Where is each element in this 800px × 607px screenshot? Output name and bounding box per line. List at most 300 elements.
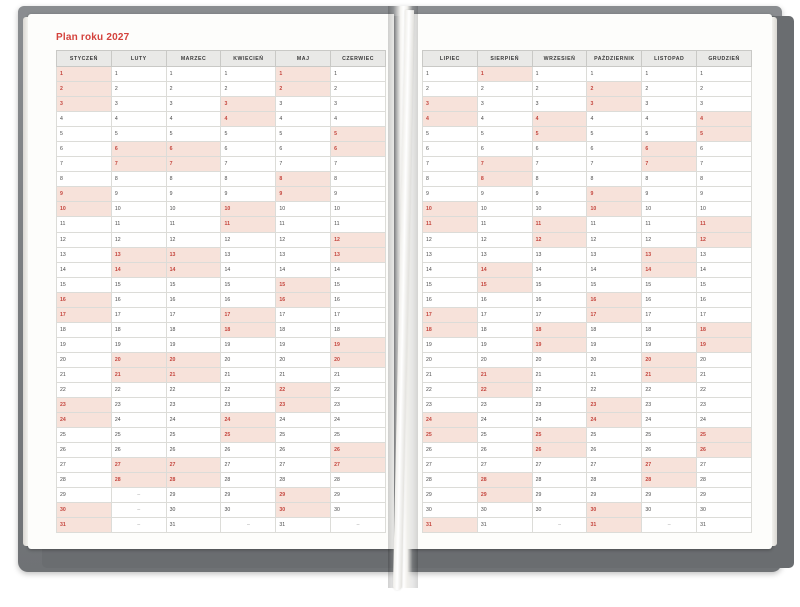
day-cell[interactable]: 3 [697, 97, 752, 112]
day-cell[interactable]: 12 [276, 232, 331, 247]
day-cell[interactable]: 26 [221, 443, 276, 458]
day-cell[interactable]: 9 [477, 187, 532, 202]
day-cell[interactable]: 15 [331, 277, 386, 292]
day-cell[interactable]: 22 [111, 382, 166, 397]
day-cell[interactable]: 17 [111, 307, 166, 322]
day-cell[interactable]: 22 [276, 382, 331, 397]
day-cell[interactable]: 9 [57, 187, 112, 202]
day-cell[interactable]: 23 [276, 398, 331, 413]
day-cell[interactable]: 2 [642, 82, 697, 97]
day-cell[interactable]: 12 [532, 232, 587, 247]
day-cell[interactable]: 1 [331, 67, 386, 82]
day-cell[interactable]: 27 [221, 458, 276, 473]
day-cell[interactable]: 10 [276, 202, 331, 217]
day-cell[interactable]: 24 [423, 413, 478, 428]
day-cell[interactable]: 7 [111, 157, 166, 172]
day-cell[interactable]: 27 [57, 458, 112, 473]
day-cell[interactable]: 26 [276, 443, 331, 458]
day-cell[interactable]: 14 [423, 262, 478, 277]
day-cell[interactable]: 7 [642, 157, 697, 172]
day-cell[interactable]: 7 [697, 157, 752, 172]
day-cell[interactable]: 30 [331, 503, 386, 518]
day-cell[interactable]: 13 [331, 247, 386, 262]
day-cell[interactable]: 22 [331, 382, 386, 397]
day-cell[interactable]: 28 [166, 473, 221, 488]
day-cell[interactable]: 19 [423, 337, 478, 352]
day-cell[interactable]: 28 [221, 473, 276, 488]
day-cell[interactable]: 25 [166, 428, 221, 443]
day-cell[interactable]: 30 [221, 503, 276, 518]
day-cell[interactable]: 18 [532, 322, 587, 337]
day-cell[interactable]: 18 [642, 322, 697, 337]
day-cell[interactable]: – [111, 518, 166, 533]
day-cell[interactable]: 1 [477, 67, 532, 82]
day-cell[interactable]: 24 [587, 413, 642, 428]
day-cell[interactable]: 30 [423, 503, 478, 518]
day-cell[interactable]: 17 [276, 307, 331, 322]
day-cell[interactable]: 20 [642, 352, 697, 367]
day-cell[interactable]: 20 [587, 352, 642, 367]
day-cell[interactable]: 29 [587, 488, 642, 503]
day-cell[interactable]: 5 [57, 127, 112, 142]
day-cell[interactable]: 10 [57, 202, 112, 217]
day-cell[interactable]: 10 [221, 202, 276, 217]
day-cell[interactable]: 12 [331, 232, 386, 247]
day-cell[interactable]: 12 [642, 232, 697, 247]
day-cell[interactable]: 16 [276, 292, 331, 307]
day-cell[interactable]: 17 [642, 307, 697, 322]
day-cell[interactable]: 3 [532, 97, 587, 112]
day-cell[interactable]: 18 [477, 322, 532, 337]
day-cell[interactable]: 22 [166, 382, 221, 397]
day-cell[interactable]: 2 [697, 82, 752, 97]
day-cell[interactable]: 18 [276, 322, 331, 337]
day-cell[interactable]: 8 [642, 172, 697, 187]
day-cell[interactable]: 15 [276, 277, 331, 292]
day-cell[interactable]: 27 [423, 458, 478, 473]
day-cell[interactable]: 25 [111, 428, 166, 443]
day-cell[interactable]: 27 [642, 458, 697, 473]
day-cell[interactable]: 23 [423, 398, 478, 413]
day-cell[interactable]: 6 [221, 142, 276, 157]
day-cell[interactable]: 28 [477, 473, 532, 488]
day-cell[interactable]: 4 [697, 112, 752, 127]
day-cell[interactable]: 25 [276, 428, 331, 443]
day-cell[interactable]: 27 [276, 458, 331, 473]
day-cell[interactable]: 10 [697, 202, 752, 217]
day-cell[interactable]: 9 [587, 187, 642, 202]
day-cell[interactable]: 13 [477, 247, 532, 262]
day-cell[interactable]: 7 [423, 157, 478, 172]
day-cell[interactable]: 24 [57, 413, 112, 428]
day-cell[interactable]: 14 [166, 262, 221, 277]
day-cell[interactable]: 29 [221, 488, 276, 503]
day-cell[interactable]: 15 [221, 277, 276, 292]
day-cell[interactable]: 4 [57, 112, 112, 127]
day-cell[interactable]: 5 [276, 127, 331, 142]
day-cell[interactable]: 25 [57, 428, 112, 443]
day-cell[interactable]: 20 [697, 352, 752, 367]
day-cell[interactable]: 6 [331, 142, 386, 157]
day-cell[interactable]: 23 [697, 398, 752, 413]
day-cell[interactable]: 1 [587, 67, 642, 82]
day-cell[interactable]: 21 [532, 367, 587, 382]
day-cell[interactable]: 2 [587, 82, 642, 97]
day-cell[interactable]: 14 [587, 262, 642, 277]
day-cell[interactable]: 16 [697, 292, 752, 307]
day-cell[interactable]: 11 [477, 217, 532, 232]
day-cell[interactable]: 20 [423, 352, 478, 367]
day-cell[interactable]: 29 [276, 488, 331, 503]
day-cell[interactable]: 24 [331, 413, 386, 428]
day-cell[interactable]: 21 [221, 367, 276, 382]
day-cell[interactable]: 14 [477, 262, 532, 277]
day-cell[interactable]: 16 [532, 292, 587, 307]
day-cell[interactable]: 26 [697, 443, 752, 458]
day-cell[interactable]: 2 [111, 82, 166, 97]
day-cell[interactable]: 7 [221, 157, 276, 172]
day-cell[interactable]: 23 [57, 398, 112, 413]
day-cell[interactable]: 27 [111, 458, 166, 473]
day-cell[interactable]: 24 [642, 413, 697, 428]
day-cell[interactable]: 5 [331, 127, 386, 142]
day-cell[interactable]: 5 [697, 127, 752, 142]
day-cell[interactable]: 4 [532, 112, 587, 127]
day-cell[interactable]: 26 [57, 443, 112, 458]
day-cell[interactable]: 21 [477, 367, 532, 382]
day-cell[interactable]: 18 [57, 322, 112, 337]
day-cell[interactable]: 11 [276, 217, 331, 232]
day-cell[interactable]: – [532, 518, 587, 533]
day-cell[interactable]: 3 [57, 97, 112, 112]
day-cell[interactable]: 11 [111, 217, 166, 232]
day-cell[interactable]: 9 [276, 187, 331, 202]
day-cell[interactable]: 16 [166, 292, 221, 307]
day-cell[interactable]: 24 [276, 413, 331, 428]
day-cell[interactable]: 12 [57, 232, 112, 247]
day-cell[interactable]: 16 [331, 292, 386, 307]
day-cell[interactable]: 24 [532, 413, 587, 428]
day-cell[interactable]: 31 [697, 518, 752, 533]
day-cell[interactable]: 9 [697, 187, 752, 202]
day-cell[interactable]: 22 [423, 382, 478, 397]
day-cell[interactable]: 1 [111, 67, 166, 82]
day-cell[interactable]: 31 [276, 518, 331, 533]
day-cell[interactable]: 9 [423, 187, 478, 202]
day-cell[interactable]: 9 [642, 187, 697, 202]
day-cell[interactable]: 11 [423, 217, 478, 232]
day-cell[interactable]: 25 [587, 428, 642, 443]
day-cell[interactable]: 20 [57, 352, 112, 367]
day-cell[interactable]: 13 [57, 247, 112, 262]
day-cell[interactable]: 31 [423, 518, 478, 533]
day-cell[interactable]: 6 [423, 142, 478, 157]
day-cell[interactable]: 19 [477, 337, 532, 352]
day-cell[interactable]: 1 [642, 67, 697, 82]
day-cell[interactable]: – [221, 518, 276, 533]
day-cell[interactable]: 10 [331, 202, 386, 217]
day-cell[interactable]: 28 [587, 473, 642, 488]
day-cell[interactable]: 23 [331, 398, 386, 413]
day-cell[interactable]: 30 [166, 503, 221, 518]
day-cell[interactable]: 3 [642, 97, 697, 112]
day-cell[interactable]: 4 [642, 112, 697, 127]
day-cell[interactable]: 20 [331, 352, 386, 367]
day-cell[interactable]: 26 [532, 443, 587, 458]
day-cell[interactable]: 19 [111, 337, 166, 352]
day-cell[interactable]: 14 [221, 262, 276, 277]
day-cell[interactable]: 27 [532, 458, 587, 473]
day-cell[interactable]: 14 [57, 262, 112, 277]
day-cell[interactable]: 2 [57, 82, 112, 97]
day-cell[interactable]: 8 [111, 172, 166, 187]
day-cell[interactable]: 14 [331, 262, 386, 277]
day-cell[interactable]: 12 [477, 232, 532, 247]
day-cell[interactable]: 16 [642, 292, 697, 307]
day-cell[interactable]: 16 [111, 292, 166, 307]
day-cell[interactable]: 27 [166, 458, 221, 473]
day-cell[interactable]: 8 [276, 172, 331, 187]
day-cell[interactable]: 15 [532, 277, 587, 292]
day-cell[interactable]: 9 [221, 187, 276, 202]
day-cell[interactable]: 13 [642, 247, 697, 262]
day-cell[interactable]: 31 [57, 518, 112, 533]
day-cell[interactable]: 18 [221, 322, 276, 337]
day-cell[interactable]: – [331, 518, 386, 533]
day-cell[interactable]: 2 [221, 82, 276, 97]
day-cell[interactable]: 21 [111, 367, 166, 382]
day-cell[interactable]: 15 [697, 277, 752, 292]
day-cell[interactable]: 27 [587, 458, 642, 473]
day-cell[interactable]: 25 [477, 428, 532, 443]
day-cell[interactable]: 6 [642, 142, 697, 157]
day-cell[interactable]: 20 [532, 352, 587, 367]
day-cell[interactable]: 30 [697, 503, 752, 518]
day-cell[interactable]: 10 [111, 202, 166, 217]
day-cell[interactable]: 26 [642, 443, 697, 458]
day-cell[interactable]: 8 [331, 172, 386, 187]
day-cell[interactable]: 7 [587, 157, 642, 172]
day-cell[interactable]: 8 [57, 172, 112, 187]
day-cell[interactable]: 23 [166, 398, 221, 413]
day-cell[interactable]: 19 [276, 337, 331, 352]
day-cell[interactable]: 16 [477, 292, 532, 307]
day-cell[interactable]: 18 [331, 322, 386, 337]
day-cell[interactable]: 1 [57, 67, 112, 82]
day-cell[interactable]: 20 [221, 352, 276, 367]
day-cell[interactable]: 8 [221, 172, 276, 187]
day-cell[interactable]: 19 [697, 337, 752, 352]
day-cell[interactable]: 19 [57, 337, 112, 352]
day-cell[interactable]: – [111, 503, 166, 518]
day-cell[interactable]: 10 [532, 202, 587, 217]
day-cell[interactable]: 7 [532, 157, 587, 172]
day-cell[interactable]: 20 [166, 352, 221, 367]
day-cell[interactable]: 16 [221, 292, 276, 307]
day-cell[interactable]: 6 [477, 142, 532, 157]
day-cell[interactable]: 19 [331, 337, 386, 352]
day-cell[interactable]: 26 [331, 443, 386, 458]
day-cell[interactable]: 2 [423, 82, 478, 97]
day-cell[interactable]: 4 [477, 112, 532, 127]
day-cell[interactable]: 3 [166, 97, 221, 112]
day-cell[interactable]: 22 [697, 382, 752, 397]
day-cell[interactable]: 6 [276, 142, 331, 157]
day-cell[interactable]: 17 [532, 307, 587, 322]
day-cell[interactable]: 25 [221, 428, 276, 443]
day-cell[interactable]: 7 [57, 157, 112, 172]
day-cell[interactable]: 11 [697, 217, 752, 232]
day-cell[interactable]: 21 [166, 367, 221, 382]
day-cell[interactable]: 15 [477, 277, 532, 292]
day-cell[interactable]: 29 [423, 488, 478, 503]
day-cell[interactable]: 6 [166, 142, 221, 157]
day-cell[interactable]: 12 [587, 232, 642, 247]
day-cell[interactable]: 8 [697, 172, 752, 187]
day-cell[interactable]: 13 [221, 247, 276, 262]
day-cell[interactable]: 24 [111, 413, 166, 428]
day-cell[interactable]: 22 [57, 382, 112, 397]
day-cell[interactable]: 18 [111, 322, 166, 337]
day-cell[interactable]: 28 [642, 473, 697, 488]
day-cell[interactable]: 30 [532, 503, 587, 518]
day-cell[interactable]: 13 [423, 247, 478, 262]
day-cell[interactable]: 3 [587, 97, 642, 112]
day-cell[interactable]: 20 [111, 352, 166, 367]
day-cell[interactable]: 8 [477, 172, 532, 187]
day-cell[interactable]: 27 [331, 458, 386, 473]
day-cell[interactable]: 18 [423, 322, 478, 337]
day-cell[interactable]: 15 [642, 277, 697, 292]
day-cell[interactable]: 26 [111, 443, 166, 458]
day-cell[interactable]: 11 [57, 217, 112, 232]
day-cell[interactable]: 4 [166, 112, 221, 127]
day-cell[interactable]: 13 [532, 247, 587, 262]
day-cell[interactable]: 27 [477, 458, 532, 473]
day-cell[interactable]: 22 [221, 382, 276, 397]
day-cell[interactable]: 1 [697, 67, 752, 82]
day-cell[interactable]: 24 [477, 413, 532, 428]
day-cell[interactable]: 4 [111, 112, 166, 127]
day-cell[interactable]: 21 [276, 367, 331, 382]
day-cell[interactable]: 10 [166, 202, 221, 217]
day-cell[interactable]: 21 [697, 367, 752, 382]
day-cell[interactable]: 6 [587, 142, 642, 157]
day-cell[interactable]: 17 [57, 307, 112, 322]
day-cell[interactable]: 21 [587, 367, 642, 382]
day-cell[interactable]: 19 [166, 337, 221, 352]
day-cell[interactable]: 26 [587, 443, 642, 458]
day-cell[interactable]: 11 [642, 217, 697, 232]
day-cell[interactable]: 31 [166, 518, 221, 533]
day-cell[interactable]: 1 [532, 67, 587, 82]
day-cell[interactable]: 24 [166, 413, 221, 428]
day-cell[interactable]: 1 [276, 67, 331, 82]
day-cell[interactable]: 15 [587, 277, 642, 292]
day-cell[interactable]: 14 [111, 262, 166, 277]
day-cell[interactable]: 10 [477, 202, 532, 217]
day-cell[interactable]: 15 [111, 277, 166, 292]
day-cell[interactable]: 25 [532, 428, 587, 443]
day-cell[interactable]: 19 [221, 337, 276, 352]
day-cell[interactable]: 17 [423, 307, 478, 322]
day-cell[interactable]: 8 [423, 172, 478, 187]
day-cell[interactable]: 4 [276, 112, 331, 127]
day-cell[interactable]: 6 [697, 142, 752, 157]
day-cell[interactable]: 25 [331, 428, 386, 443]
day-cell[interactable]: 4 [423, 112, 478, 127]
day-cell[interactable]: 12 [697, 232, 752, 247]
day-cell[interactable]: – [642, 518, 697, 533]
day-cell[interactable]: 17 [587, 307, 642, 322]
day-cell[interactable]: 22 [642, 382, 697, 397]
day-cell[interactable]: 29 [642, 488, 697, 503]
day-cell[interactable]: 1 [166, 67, 221, 82]
day-cell[interactable]: 6 [111, 142, 166, 157]
day-cell[interactable]: 28 [111, 473, 166, 488]
day-cell[interactable]: 1 [423, 67, 478, 82]
day-cell[interactable]: 12 [221, 232, 276, 247]
day-cell[interactable]: 11 [587, 217, 642, 232]
day-cell[interactable]: 22 [532, 382, 587, 397]
day-cell[interactable]: 21 [642, 367, 697, 382]
day-cell[interactable]: 7 [331, 157, 386, 172]
day-cell[interactable]: 3 [111, 97, 166, 112]
day-cell[interactable]: 22 [477, 382, 532, 397]
day-cell[interactable]: 8 [166, 172, 221, 187]
day-cell[interactable]: 17 [221, 307, 276, 322]
day-cell[interactable]: 9 [331, 187, 386, 202]
day-cell[interactable]: 17 [331, 307, 386, 322]
day-cell[interactable]: 22 [587, 382, 642, 397]
day-cell[interactable]: 2 [276, 82, 331, 97]
day-cell[interactable]: 29 [477, 488, 532, 503]
day-cell[interactable]: 11 [532, 217, 587, 232]
day-cell[interactable]: 16 [57, 292, 112, 307]
day-cell[interactable]: 10 [423, 202, 478, 217]
day-cell[interactable]: 9 [111, 187, 166, 202]
day-cell[interactable]: 24 [221, 413, 276, 428]
day-cell[interactable]: 3 [477, 97, 532, 112]
day-cell[interactable]: 12 [111, 232, 166, 247]
day-cell[interactable]: 16 [587, 292, 642, 307]
day-cell[interactable]: 23 [111, 398, 166, 413]
day-cell[interactable]: 31 [477, 518, 532, 533]
day-cell[interactable]: 9 [532, 187, 587, 202]
day-cell[interactable]: 5 [111, 127, 166, 142]
day-cell[interactable]: 17 [477, 307, 532, 322]
day-cell[interactable]: 7 [477, 157, 532, 172]
day-cell[interactable]: 4 [221, 112, 276, 127]
day-cell[interactable]: 5 [642, 127, 697, 142]
day-cell[interactable]: 11 [166, 217, 221, 232]
day-cell[interactable]: 30 [57, 503, 112, 518]
day-cell[interactable]: 29 [532, 488, 587, 503]
day-cell[interactable]: 10 [642, 202, 697, 217]
day-cell[interactable]: 20 [276, 352, 331, 367]
day-cell[interactable]: 19 [642, 337, 697, 352]
day-cell[interactable]: 21 [331, 367, 386, 382]
day-cell[interactable]: 16 [423, 292, 478, 307]
day-cell[interactable]: 26 [166, 443, 221, 458]
day-cell[interactable]: 2 [166, 82, 221, 97]
day-cell[interactable]: 14 [697, 262, 752, 277]
day-cell[interactable]: 5 [477, 127, 532, 142]
day-cell[interactable]: 10 [587, 202, 642, 217]
day-cell[interactable]: 15 [166, 277, 221, 292]
day-cell[interactable]: 13 [276, 247, 331, 262]
day-cell[interactable]: 3 [423, 97, 478, 112]
